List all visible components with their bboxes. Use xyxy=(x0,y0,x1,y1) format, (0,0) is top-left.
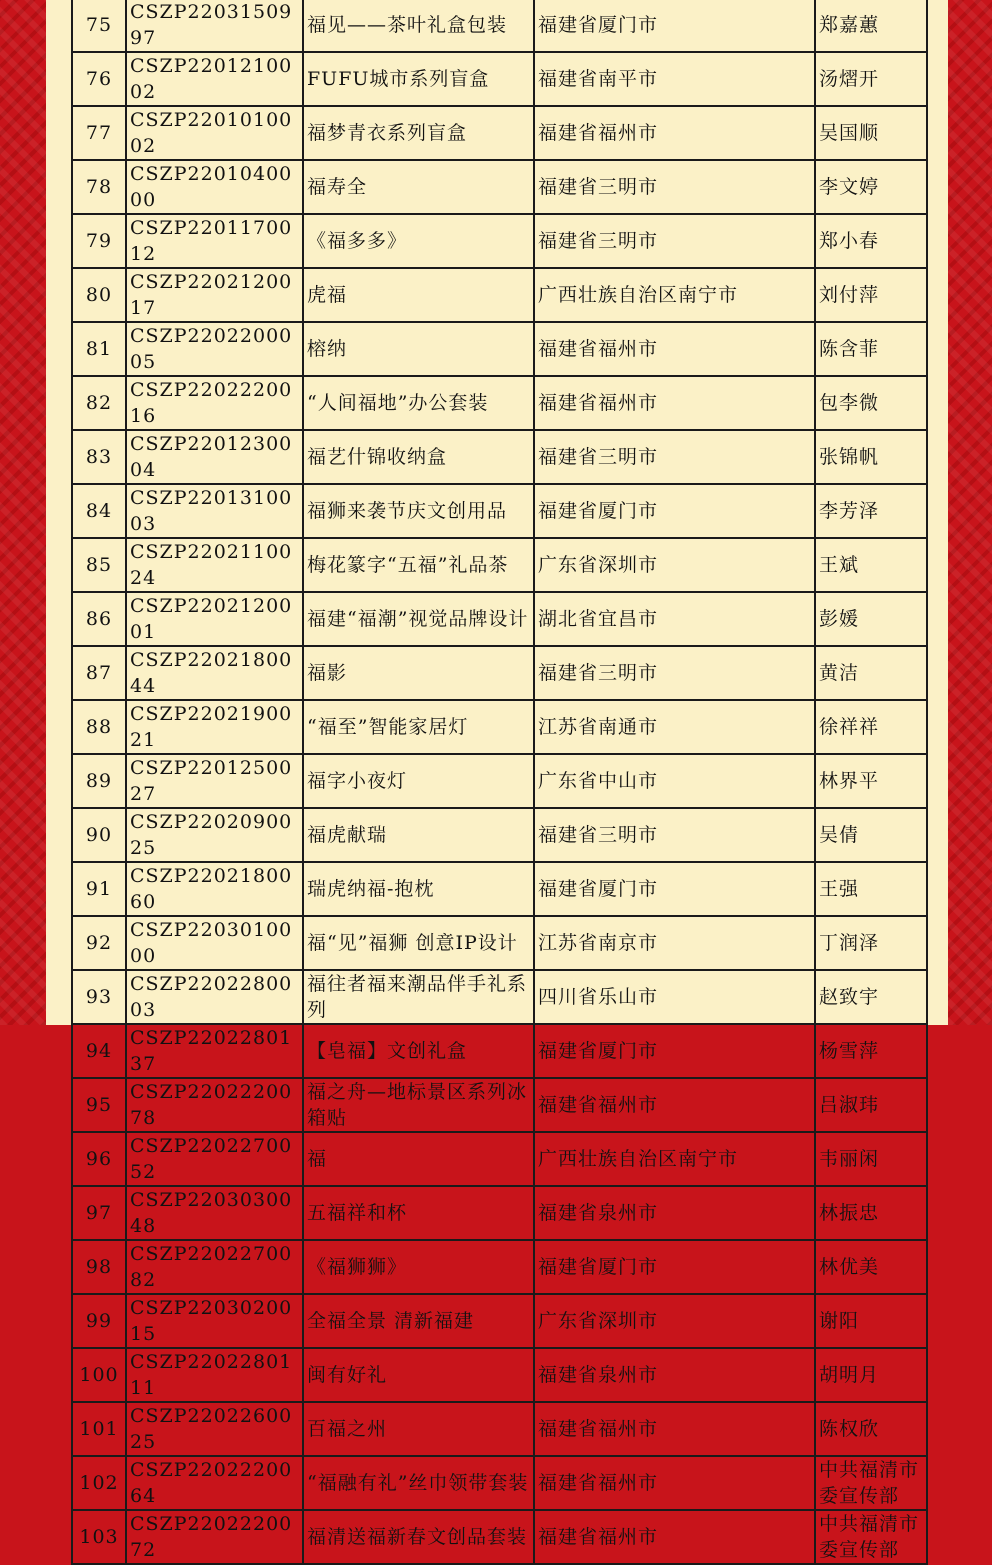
table-row xyxy=(72,1240,927,1294)
cell-work-name: 福建“福潮”视觉品牌设计 xyxy=(303,592,534,646)
cell-work-name: 福 xyxy=(303,1132,534,1186)
cell-region: 广西壮族自治区南宁市 xyxy=(534,268,815,322)
cell-work-name: 福字小夜灯 xyxy=(303,754,534,808)
cell-code: CSZP2202280137 xyxy=(126,1024,303,1078)
cell-region: 福建省福州市 xyxy=(534,1402,815,1456)
table-row xyxy=(72,1402,927,1456)
cell-region: 四川省乐山市 xyxy=(534,970,815,1024)
cell-work-name: 梅花篆字“五福”礼品茶 xyxy=(303,538,534,592)
table-row xyxy=(72,1294,927,1348)
table-row xyxy=(72,160,927,214)
cell-author: 包李微 xyxy=(815,376,927,430)
cell-number: 101 xyxy=(72,1402,126,1456)
cell-number: 83 xyxy=(72,430,126,484)
cell-number: 94 xyxy=(72,1024,126,1078)
cell-region: 福建省福州市 xyxy=(534,1078,815,1132)
cell-number: 100 xyxy=(72,1348,126,1402)
cell-author: 李芳泽 xyxy=(815,484,927,538)
table-row xyxy=(72,1078,927,1132)
cell-region: 福建省福州市 xyxy=(534,322,815,376)
table-row xyxy=(72,1510,927,1564)
cell-code: CSZP2202110024 xyxy=(126,538,303,592)
decorative-border-left xyxy=(0,0,46,1025)
cell-number: 92 xyxy=(72,916,126,970)
cell-author: 彭媛 xyxy=(815,592,927,646)
cell-author: 徐祥祥 xyxy=(815,700,927,754)
cell-region: 福建省泉州市 xyxy=(534,1186,815,1240)
cell-code: CSZP2202270052 xyxy=(126,1132,303,1186)
cell-work-name: 五福祥和杯 xyxy=(303,1186,534,1240)
table-row xyxy=(72,538,927,592)
cell-region: 福建省厦门市 xyxy=(534,1240,815,1294)
cell-author: 韦丽闲 xyxy=(815,1132,927,1186)
cell-author: 黄洁 xyxy=(815,646,927,700)
cell-author: 谢阳 xyxy=(815,1294,927,1348)
cell-code: CSZP2202220064 xyxy=(126,1456,303,1510)
cell-work-name: 福虎献瑞 xyxy=(303,808,534,862)
cell-author: 陈含菲 xyxy=(815,322,927,376)
cell-work-name: 福之舟—地标景区系列冰箱贴 xyxy=(303,1078,534,1132)
cell-region: 福建省福州市 xyxy=(534,1456,815,1510)
cell-work-name: 福清送福新春文创品套装 xyxy=(303,1510,534,1564)
cell-number: 85 xyxy=(72,538,126,592)
table-row xyxy=(72,700,927,754)
cell-work-name: 福寿全 xyxy=(303,160,534,214)
cell-work-name: 《福多多》 xyxy=(303,214,534,268)
cell-code: CSZP2202090025 xyxy=(126,808,303,862)
cell-code: CSZP2202220072 xyxy=(126,1510,303,1564)
table-row xyxy=(72,916,927,970)
table-row xyxy=(72,970,927,1024)
cell-number: 75 xyxy=(72,0,126,52)
cell-code: CSZP2203030048 xyxy=(126,1186,303,1240)
cell-region: 福建省三明市 xyxy=(534,646,815,700)
cell-number: 82 xyxy=(72,376,126,430)
table-row xyxy=(72,214,927,268)
cell-number: 77 xyxy=(72,106,126,160)
table-row xyxy=(72,106,927,160)
table-row xyxy=(72,1186,927,1240)
cell-work-name: 闽有好礼 xyxy=(303,1348,534,1402)
cell-region: 福建省三明市 xyxy=(534,214,815,268)
cell-work-name: 福往者福来潮品伴手礼系列 xyxy=(303,970,534,1024)
cell-code: CSZP2202180060 xyxy=(126,862,303,916)
cell-author: 林界平 xyxy=(815,754,927,808)
table-row xyxy=(72,484,927,538)
cell-code: CSZP2201310003 xyxy=(126,484,303,538)
cell-work-name: 《福狮狮》 xyxy=(303,1240,534,1294)
cell-region: 福建省南平市 xyxy=(534,52,815,106)
cell-region: 福建省厦门市 xyxy=(534,484,815,538)
table-row xyxy=(72,1024,927,1078)
cell-number: 88 xyxy=(72,700,126,754)
cell-author: 丁润泽 xyxy=(815,916,927,970)
cell-work-name: 福梦青衣系列盲盒 xyxy=(303,106,534,160)
cell-number: 89 xyxy=(72,754,126,808)
table-row xyxy=(72,430,927,484)
cell-code: CSZP2202190021 xyxy=(126,700,303,754)
cell-work-name: 全福全景 清新福建 xyxy=(303,1294,534,1348)
cell-author: 李文婷 xyxy=(815,160,927,214)
cell-number: 93 xyxy=(72,970,126,1024)
cell-code: CSZP2201230004 xyxy=(126,430,303,484)
cell-author: 中共福清市委宣传部 xyxy=(815,1510,927,1564)
cell-region: 福建省福州市 xyxy=(534,106,815,160)
cell-region: 江苏省南京市 xyxy=(534,916,815,970)
cell-code: CSZP2203020015 xyxy=(126,1294,303,1348)
cell-region: 福建省福州市 xyxy=(534,376,815,430)
cell-number: 103 xyxy=(72,1510,126,1564)
cell-number: 80 xyxy=(72,268,126,322)
cell-region: 福建省厦门市 xyxy=(534,1024,815,1078)
cell-code: CSZP2202180044 xyxy=(126,646,303,700)
table-row xyxy=(72,1456,927,1510)
cell-author: 刘付萍 xyxy=(815,268,927,322)
cell-author: 杨雪萍 xyxy=(815,1024,927,1078)
cell-code: CSZP2202120001 xyxy=(126,592,303,646)
cell-author: 汤熠开 xyxy=(815,52,927,106)
table-row xyxy=(72,376,927,430)
cell-author: 林振忠 xyxy=(815,1186,927,1240)
table-row xyxy=(72,0,927,52)
cell-number: 102 xyxy=(72,1456,126,1510)
cell-region: 广东省深圳市 xyxy=(534,538,815,592)
table-row xyxy=(72,322,927,376)
cell-author: 林优美 xyxy=(815,1240,927,1294)
cell-author: 张锦帆 xyxy=(815,430,927,484)
cell-work-name: 百福之州 xyxy=(303,1402,534,1456)
cell-work-name: 福“见”福狮 创意IP设计 xyxy=(303,916,534,970)
cell-code: CSZP2202270082 xyxy=(126,1240,303,1294)
cell-region: 福建省三明市 xyxy=(534,160,815,214)
cell-region: 福建省三明市 xyxy=(534,430,815,484)
cell-region: 江苏省南通市 xyxy=(534,700,815,754)
cell-code: CSZP2203150997 xyxy=(126,0,303,52)
cell-work-name: 福狮来袭节庆文创用品 xyxy=(303,484,534,538)
table-row xyxy=(72,862,927,916)
cell-author: 吴国顺 xyxy=(815,106,927,160)
cell-work-name: FUFU城市系列盲盒 xyxy=(303,52,534,106)
cell-region: 福建省厦门市 xyxy=(534,0,815,52)
cell-work-name: 福艺什锦收纳盒 xyxy=(303,430,534,484)
cell-number: 79 xyxy=(72,214,126,268)
cell-work-name: 瑞虎纳福-抱枕 xyxy=(303,862,534,916)
cell-region: 福建省三明市 xyxy=(534,808,815,862)
cell-region: 湖北省宜昌市 xyxy=(534,592,815,646)
cell-work-name: “福融有礼”丝巾领带套装 xyxy=(303,1456,534,1510)
table-row xyxy=(72,754,927,808)
table-row xyxy=(72,52,927,106)
table-row xyxy=(72,646,927,700)
cell-code: CSZP2202220016 xyxy=(126,376,303,430)
cell-code: CSZP2201040000 xyxy=(126,160,303,214)
cell-code: CSZP2202220078 xyxy=(126,1078,303,1132)
cell-code: CSZP2202280111 xyxy=(126,1348,303,1402)
cell-number: 99 xyxy=(72,1294,126,1348)
cell-code: CSZP2202120017 xyxy=(126,268,303,322)
cell-number: 96 xyxy=(72,1132,126,1186)
cell-code: CSZP2202260025 xyxy=(126,1402,303,1456)
cell-number: 78 xyxy=(72,160,126,214)
cell-number: 86 xyxy=(72,592,126,646)
cell-region: 福建省泉州市 xyxy=(534,1348,815,1402)
cell-code: CSZP2203010000 xyxy=(126,916,303,970)
cell-author: 赵致宇 xyxy=(815,970,927,1024)
cell-number: 87 xyxy=(72,646,126,700)
cell-author: 胡明月 xyxy=(815,1348,927,1402)
cell-code: CSZP2202200005 xyxy=(126,322,303,376)
cell-work-name: 【皂福】文创礼盒 xyxy=(303,1024,534,1078)
cell-work-name: 榕纳 xyxy=(303,322,534,376)
entries-table-body xyxy=(72,0,927,1564)
cell-author: 郑小春 xyxy=(815,214,927,268)
cell-code: CSZP2201010002 xyxy=(126,106,303,160)
cell-number: 84 xyxy=(72,484,126,538)
cell-number: 81 xyxy=(72,322,126,376)
cell-region: 广东省深圳市 xyxy=(534,1294,815,1348)
decorative-border-right xyxy=(948,0,992,1025)
cell-work-name: 福影 xyxy=(303,646,534,700)
cell-work-name: 福见——茶叶礼盒包装 xyxy=(303,0,534,52)
cell-author: 郑嘉蕙 xyxy=(815,0,927,52)
cell-number: 97 xyxy=(72,1186,126,1240)
cell-region: 广东省中山市 xyxy=(534,754,815,808)
cell-code: CSZP2201210002 xyxy=(126,52,303,106)
cell-region: 福建省福州市 xyxy=(534,1510,815,1564)
table-row xyxy=(72,808,927,862)
cell-code: CSZP2201250027 xyxy=(126,754,303,808)
entries-table xyxy=(71,0,928,1565)
cell-work-name: “福至”智能家居灯 xyxy=(303,700,534,754)
cell-author: 王斌 xyxy=(815,538,927,592)
table-row xyxy=(72,592,927,646)
cell-author: 王强 xyxy=(815,862,927,916)
cell-number: 90 xyxy=(72,808,126,862)
cell-code: CSZP2202280003 xyxy=(126,970,303,1024)
cell-number: 95 xyxy=(72,1078,126,1132)
cell-work-name: “人间福地”办公套装 xyxy=(303,376,534,430)
table-row xyxy=(72,1132,927,1186)
cell-code: CSZP2201170012 xyxy=(126,214,303,268)
cell-author: 陈权欣 xyxy=(815,1402,927,1456)
cell-work-name: 虎福 xyxy=(303,268,534,322)
cell-region: 福建省厦门市 xyxy=(534,862,815,916)
cell-author: 中共福清市委宣传部 xyxy=(815,1456,927,1510)
table-row xyxy=(72,268,927,322)
cell-number: 76 xyxy=(72,52,126,106)
document-sheet xyxy=(46,0,948,1561)
cell-number: 98 xyxy=(72,1240,126,1294)
cell-number: 91 xyxy=(72,862,126,916)
table-row xyxy=(72,1348,927,1402)
cell-region: 广西壮族自治区南宁市 xyxy=(534,1132,815,1186)
cell-author: 吕淑玮 xyxy=(815,1078,927,1132)
cell-author: 吴倩 xyxy=(815,808,927,862)
